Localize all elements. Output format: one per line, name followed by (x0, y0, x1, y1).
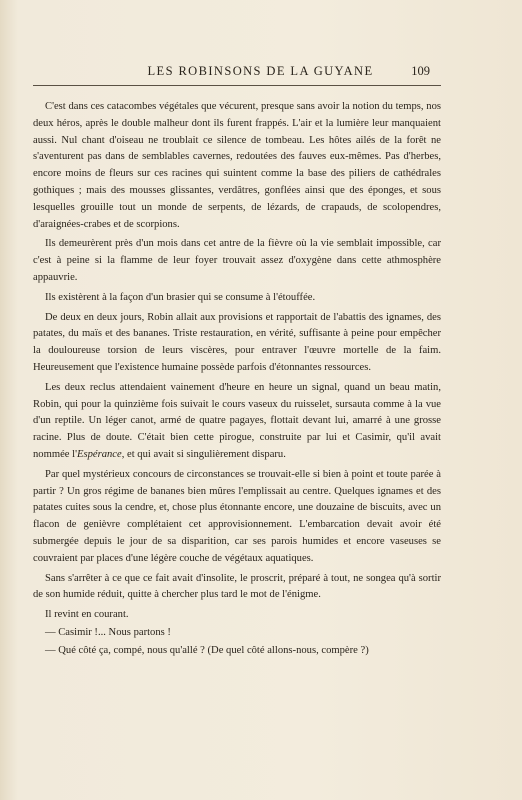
paragraph-3: Ils existèrent à la façon d'un brasier qui se consume à l'étouffée. (45, 291, 316, 303)
paragraph-8: Il revint en courant. (45, 609, 129, 621)
dialogue-line-2: — Qué côté ça, compé, nous qu'allé ? (De quel côté allons-nous, compère ?) (45, 644, 369, 656)
dialogue-line-1: — Casimir !... Nous partons ! (45, 626, 171, 638)
running-title: LES ROBINSONS DE LA GUYANE (147, 64, 374, 78)
paragraph-2: Ils demeurèrent près d'un mois dans cet antre de la fièvre où la vie semblait impossible, car c'est à peine si la flamme de leur foyer trouvait assez d'oxygène dans cette athmosphère appauvrie. (33, 238, 441, 283)
paragraph-5 (33, 380, 441, 464)
paragraph-4: De deux en deux jours, Robin allait aux provisions et rapportait de l'abattis des ignames, des patates, du maïs et des bananes. Triste restauration, en vérité, suffisante à peine pour empêcher la douloureuse torsion de leurs viscères, pour entraver l'œuvre mortelle de la faim. Heureusement que l'existence humaine possède parfois d'étonnantes ressources. (33, 311, 441, 373)
paragraph-6: Par quel mystérieux concours de circonstances se trouvait-elle si bien à point et toute parée à partir ? Un gros régime de bananes bien mûres l'emplissait au centre. Quelques ignames et des patates cuites sous la cendre, et, chose plus étonnante encore, une douzaine de biscuits, avec un flacon de genièvre complétaient cet approvisionnement. L'embarcation devait avoir été submergée depuis le jour de sa disparition, car ses parois humides et encore vaseuses se couvraient par places d'une légère couche de végétaux aquatiques. (33, 468, 441, 564)
paragraph-7: Sans s'arrêter à ce que ce fait avait d'insolite, le proscrit, préparé à tout, ne songea qu'à sortir de son humide réduit, quitte à chercher plus tard le mot de l'énigme. (33, 572, 441, 601)
boat-name: Espérance (76, 448, 122, 460)
page-body (33, 99, 441, 661)
paragraph-5-text: Les deux reclus attendaient vainement d'heure en heure un signal, quand un beau matin, Robin, qui pour la quinzième fois suivait le cours vaseux du ruisselet, sursauta comme à la vue d'un reptile. Un léger canot, armé de quatre pagayes, flottait devant lui, amarré à une grosse racine. Plus de doute. C'était bien cette pirogue, construite par lui et Casimir, qu'il avait nommée l' (33, 381, 441, 460)
paragraph-5-end: , et qui avait si singulièrement disparu. (121, 448, 286, 460)
page-number: 109 (411, 64, 430, 78)
paragraph-1: C'est dans ces catacombes végétales que vécurent, presque sans avoir la notion du temps, nos deux héros, après le double malheur dont ils furent frappés. L'air et la lumière leur manquaient aussi. Nul chant d'oiseau ne troublait ce silence de tombeau. Les hôtes ailés de la forêt ne s'aventurent pas dans de semblables cavernes, redoutées des fauves eux-mêmes. Pas d'herbes, encore moins de fleurs sur ces racines qui suintent comme la base des piliers de cathédrales gothiques ; mais des mousses glissantes, verdâtres, gonflées ainsi que des éponges, et sous lesquelles grouille tout un monde de serpents, de lézards, de crapauds, de scolopendres, d'araignées-crabes et de scorpions. (33, 101, 441, 230)
header-rule (33, 85, 441, 86)
